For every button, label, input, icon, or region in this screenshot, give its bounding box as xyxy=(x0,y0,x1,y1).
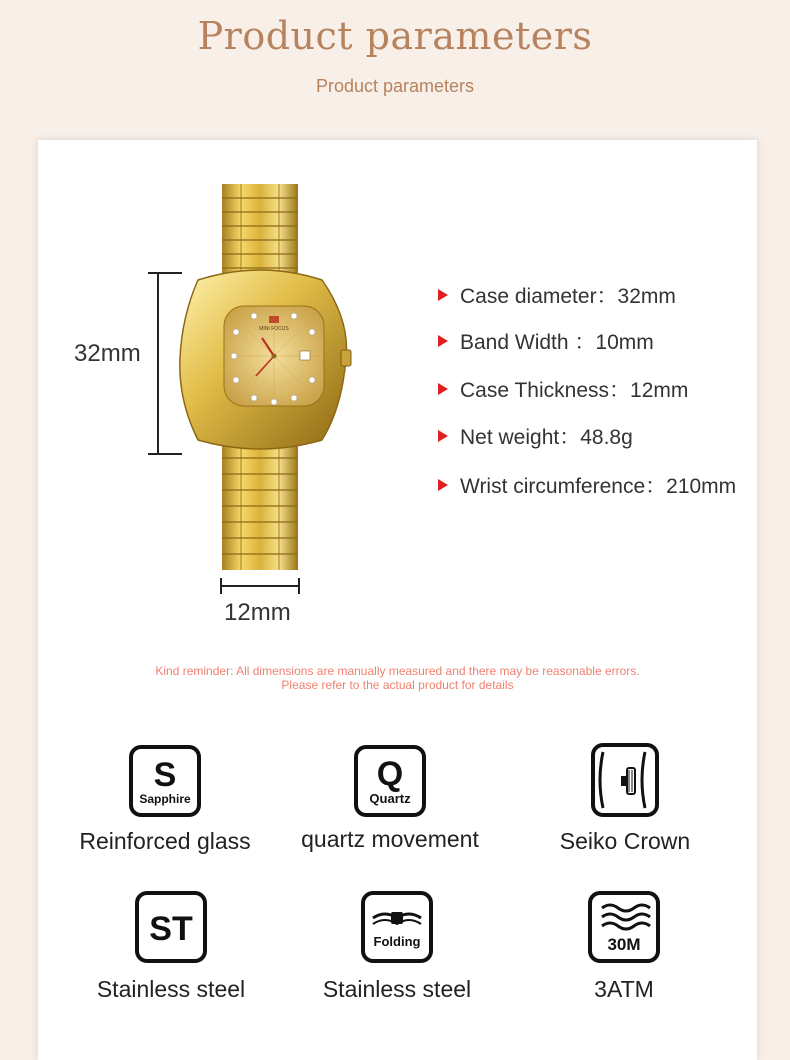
water-resistance-icon xyxy=(584,890,664,970)
kind-reminder xyxy=(38,664,757,692)
svg-text:ST: ST xyxy=(149,910,193,948)
width-label: 12mm xyxy=(224,599,291,626)
feature-water-resistance xyxy=(514,890,734,1003)
feature-label: 3ATM xyxy=(594,976,654,1002)
feature-label: Reinforced glass xyxy=(79,828,251,854)
feature-folding-clasp xyxy=(287,890,507,1003)
spec-case-thickness: Case Thickness：12mm xyxy=(438,374,688,404)
svg-text:Sapphire: Sapphire xyxy=(139,792,191,806)
svg-text:S: S xyxy=(153,756,177,794)
page-title: Product parameters xyxy=(197,14,593,58)
svg-text:Quartz: Quartz xyxy=(369,791,411,806)
stainless-steel-icon xyxy=(131,890,211,970)
height-label: 32mm xyxy=(74,340,141,367)
bullet-icon xyxy=(438,430,448,442)
sapphire-icon xyxy=(125,742,205,822)
feature-quartz xyxy=(280,742,500,853)
feature-sapphire xyxy=(55,742,275,855)
crown-icon xyxy=(585,742,665,822)
reminder-line-2: Please refer to the actual product for details xyxy=(281,678,514,692)
spec-net-weight: Net weight：48.8g xyxy=(438,421,633,451)
feature-label: Stainless steel xyxy=(322,976,472,1002)
feature-crown xyxy=(515,742,735,855)
bullet-icon xyxy=(438,289,448,301)
bracelet-bottom xyxy=(222,440,298,570)
dial-brand-text: MINI FOCUS xyxy=(259,326,289,332)
folding-clasp-icon xyxy=(357,890,437,970)
feature-label: Stainless steel xyxy=(96,976,246,1002)
bracelet-top xyxy=(222,184,298,280)
reminder-line-1: Kind reminder: All dimensions are manually measured and there may be reasonable errors. xyxy=(155,664,640,678)
bullet-icon xyxy=(438,383,448,395)
bullet-icon xyxy=(438,335,448,347)
height-dimension-line xyxy=(148,273,182,454)
page-subtitle: Product parameters xyxy=(315,76,475,96)
bullet-icon xyxy=(438,479,448,491)
quartz-icon xyxy=(350,742,430,822)
spec-wrist-circumference: Wrist circumference：210mm xyxy=(438,470,736,500)
spec-band-width: Band Width ：10mm xyxy=(438,326,654,356)
width-dimension-line xyxy=(220,578,300,594)
svg-text:30M: 30M xyxy=(607,935,641,954)
feature-label: Seiko Crown xyxy=(559,828,691,854)
feature-stainless-steel xyxy=(61,890,281,1003)
svg-text:Q: Q xyxy=(376,755,404,793)
parameters-card xyxy=(38,140,757,1060)
spec-case-diameter: Case diameter：32mm xyxy=(438,280,676,310)
svg-text:Folding: Folding xyxy=(373,934,421,949)
feature-label: quartz movement xyxy=(301,826,479,852)
